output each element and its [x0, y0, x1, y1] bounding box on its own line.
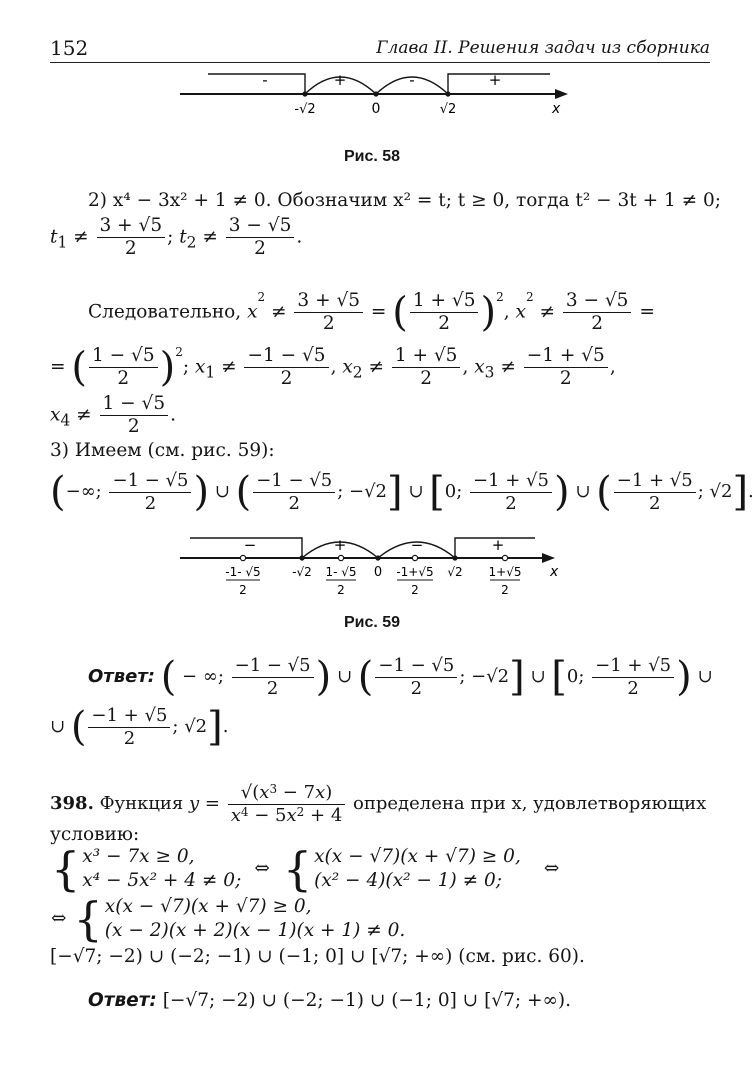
sign-3: - [409, 71, 415, 89]
svg-text:2: 2 [501, 583, 509, 597]
sign-1: − [243, 536, 257, 554]
svg-text:2: 2 [239, 583, 247, 597]
answer-line-2: ∪ ( $\frac{-1 + √5}{2}$ ; √2]. [50, 704, 229, 751]
axis-label: x [550, 564, 559, 580]
sign-4: + [491, 536, 505, 554]
point-3: √2 [439, 102, 457, 117]
consequence-line: Следовательно, $x^2$ ≠ $\frac{3 + √5}{2}$ = ( $\frac{1 + √5}{2}$ )$^2$, $x^2$ ≠ $\frac{3 - √5}{2}$ = [88, 289, 655, 336]
part2-line: 2) x⁴ − 3x² + 1 ≠ 0. Обозначим x² = t; t ≥ 0, тогда t² − 3t + 1 ≠ 0; [88, 190, 722, 211]
figure-58-caption: Рис. 58 [343, 148, 401, 165]
sign-4: + [488, 71, 502, 89]
point-6: √2 [447, 565, 463, 579]
page-number: 152 [50, 36, 89, 60]
system-2: ⇔ { x(x − √7)(x + √7) ≥ 0, (x − 2)(x + 2)(x − 1)(x + 1) ≠ 0. [51, 891, 406, 946]
sign-3: − [410, 536, 424, 554]
sign-2: + [333, 71, 347, 89]
part3-intervals: (−∞; $\frac{-1 - √5}{2}$ ) ∪ ( $\frac{-1 - √5}{2}$ ; −√2] ∪ [0; $\frac{-1 + √5}{2}$ ) ∪ ( $\frac{-1 + √5}{2}$ ; √2]. [50, 469, 754, 516]
chapter-title: Глава II. Решения задач из сборника [376, 38, 710, 58]
sign-1: - [262, 71, 268, 89]
point-1: -√2 [294, 102, 316, 117]
point-1: -1- √5 [225, 565, 261, 579]
t-values: $t_1$ ≠ $\frac{3 + √5}{2}$ ; $t_2$ ≠ $\frac{3 - √5}{2}$ . [50, 215, 303, 260]
result-line: [−√7; −2) ∪ (−2; −1) ∪ (−1; 0] ∪ [√7; +∞) (см. рис. 60). [50, 946, 585, 967]
point-5: -1+√5 [396, 565, 434, 579]
roots-line: = ( $\frac{1 - √5}{2}$ )$^2$; $x_1$ ≠ $\frac{-1 - √5}{2}$ , $x_2$ ≠ $\frac{1 + √5}{2}$ , $x_3$ ≠ $\frac{-1 + √5}{2}$ , [50, 344, 616, 391]
header-divider [50, 62, 710, 63]
point-4: 0 [373, 565, 383, 580]
point-3: 1- √5 [325, 565, 357, 579]
number-line-figure-59 [180, 532, 570, 602]
sign-2: + [333, 536, 347, 554]
problem-398-statement: 398. Функция y = $\frac{√(x^3 - 7x)}{x^4 - 5x^2 + 4}$ определена при x, удовлетворяющих [50, 782, 707, 826]
answer-line-1: Ответ: ( − ∞; $\frac{-1 - √5}{2}$ ) ∪ ( $\frac{-1 - √5}{2}$ ; −√2] ∪ [0; $\frac{-1 + √5}{2}$ ) ∪ [88, 654, 713, 701]
svg-text:2: 2 [411, 583, 419, 597]
x4-line: $x_4$ ≠ $\frac{1 - √5}{2}$ . [50, 393, 176, 438]
condition-word: условию: [50, 824, 140, 845]
final-answer: Ответ: [−√7; −2) ∪ (−2; −1) ∪ (−1; 0] ∪ [√7; +∞). [88, 990, 571, 1011]
point-7: 1+√5 [488, 565, 522, 579]
system-1: { x³ − 7x ≥ 0, ⇔ { x(x − √7)(x + √7) ≥ 0, ⇔ x⁴ − 5x² + 4 ≠ 0; (x² − 4)(x² − 1) ≠ 0; [51, 841, 560, 896]
part3-intro: 3) Имеем (см. рис. 59): [50, 440, 275, 461]
point-2: 0 [371, 101, 381, 117]
figure-59-caption: Рис. 59 [343, 614, 401, 631]
number-line-figure-58 [180, 66, 570, 126]
point-2: -√2 [292, 565, 312, 579]
svg-text:2: 2 [337, 583, 345, 597]
axis-label: x [552, 101, 561, 117]
